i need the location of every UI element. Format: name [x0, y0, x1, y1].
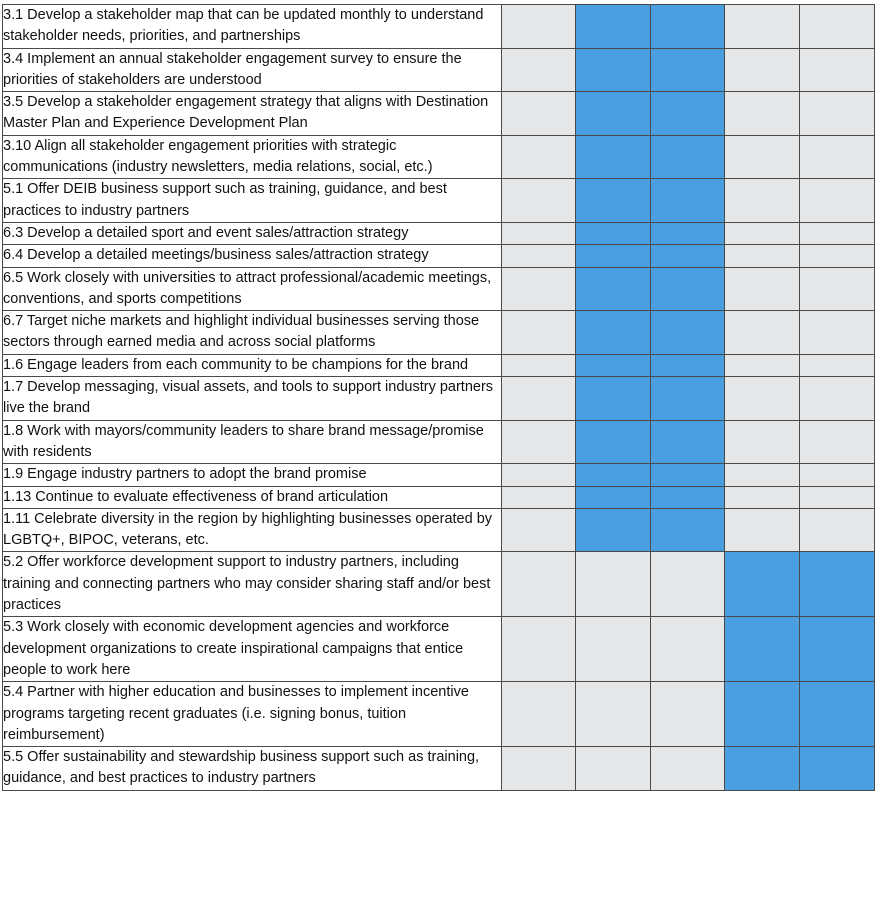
- empty-cell: [576, 682, 651, 747]
- marked-cell: [651, 311, 725, 355]
- table-row: [3, 747, 875, 791]
- marked-cell: [651, 464, 725, 486]
- empty-cell: [502, 377, 576, 421]
- task-description: 6.4 Develop a detailed meetings/business sales/attraction strategy: [3, 245, 502, 267]
- marked-cell: [651, 420, 725, 464]
- table-row: [3, 617, 875, 682]
- empty-cell: [725, 311, 800, 355]
- empty-cell: [502, 486, 576, 508]
- marked-cell: [725, 747, 800, 791]
- marked-cell: [576, 508, 651, 552]
- empty-cell: [725, 179, 800, 223]
- empty-cell: [651, 617, 725, 682]
- marked-cell: [576, 267, 651, 311]
- marked-cell: [576, 179, 651, 223]
- empty-cell: [800, 267, 875, 311]
- task-description: 5.2 Offer workforce development support to industry partners, including training and connecting partners who may consider sharing staff and/or best practices: [3, 552, 502, 617]
- empty-cell: [800, 420, 875, 464]
- empty-cell: [800, 48, 875, 92]
- task-description: 5.3 Work closely with economic development agencies and workforce development organizations to create inspirational campaigns that entice people to work here: [3, 617, 502, 682]
- table-row: [3, 464, 875, 486]
- marked-cell: [651, 222, 725, 244]
- task-description: 6.3 Develop a detailed sport and event sales/attraction strategy: [3, 222, 502, 244]
- marked-cell: [725, 617, 800, 682]
- empty-cell: [502, 552, 576, 617]
- marked-cell: [576, 135, 651, 179]
- empty-cell: [502, 135, 576, 179]
- empty-cell: [502, 354, 576, 376]
- empty-cell: [502, 179, 576, 223]
- marked-cell: [651, 245, 725, 267]
- empty-cell: [651, 747, 725, 791]
- empty-cell: [725, 135, 800, 179]
- empty-cell: [725, 420, 800, 464]
- empty-cell: [800, 508, 875, 552]
- empty-cell: [725, 48, 800, 92]
- task-description: 3.5 Develop a stakeholder engagement strategy that aligns with Destination Master Plan and Experience Development Plan: [3, 92, 502, 136]
- empty-cell: [725, 222, 800, 244]
- empty-cell: [576, 747, 651, 791]
- empty-cell: [800, 486, 875, 508]
- empty-cell: [800, 354, 875, 376]
- empty-cell: [502, 682, 576, 747]
- marked-cell: [651, 5, 725, 49]
- table-row: [3, 48, 875, 92]
- empty-cell: [502, 245, 576, 267]
- marked-cell: [800, 552, 875, 617]
- empty-cell: [651, 682, 725, 747]
- empty-cell: [725, 508, 800, 552]
- marked-cell: [800, 617, 875, 682]
- table-row: [3, 135, 875, 179]
- marked-cell: [651, 179, 725, 223]
- empty-cell: [725, 377, 800, 421]
- empty-cell: [725, 354, 800, 376]
- empty-cell: [800, 92, 875, 136]
- empty-cell: [800, 135, 875, 179]
- empty-cell: [800, 179, 875, 223]
- task-description: 1.11 Celebrate diversity in the region by highlighting businesses operated by LGBTQ+, BIPOC, veterans, etc.: [3, 508, 502, 552]
- marked-cell: [800, 682, 875, 747]
- marked-cell: [576, 5, 651, 49]
- empty-cell: [576, 552, 651, 617]
- marked-cell: [576, 354, 651, 376]
- task-description: 1.6 Engage leaders from each community to be champions for the brand: [3, 354, 502, 376]
- marked-cell: [651, 486, 725, 508]
- empty-cell: [502, 267, 576, 311]
- empty-cell: [502, 222, 576, 244]
- task-description: 5.5 Offer sustainability and stewardship business support such as training, guidance, and best practices to industry partners: [3, 747, 502, 791]
- table-row: [3, 552, 875, 617]
- empty-cell: [651, 552, 725, 617]
- marked-cell: [576, 311, 651, 355]
- marked-cell: [651, 354, 725, 376]
- matrix-body: [3, 5, 875, 791]
- marked-cell: [725, 682, 800, 747]
- table-row: [3, 682, 875, 747]
- table-row: [3, 92, 875, 136]
- task-description: 3.4 Implement an annual stakeholder engagement survey to ensure the priorities of stakeholders are understood: [3, 48, 502, 92]
- task-description: 5.1 Offer DEIB business support such as training, guidance, and best practices to industry partners: [3, 179, 502, 223]
- marked-cell: [651, 92, 725, 136]
- empty-cell: [725, 245, 800, 267]
- marked-cell: [651, 267, 725, 311]
- strategy-matrix-table: [2, 4, 875, 791]
- empty-cell: [502, 5, 576, 49]
- empty-cell: [502, 92, 576, 136]
- marked-cell: [576, 486, 651, 508]
- marked-cell: [725, 552, 800, 617]
- table-row: [3, 486, 875, 508]
- marked-cell: [576, 420, 651, 464]
- task-description: 1.7 Develop messaging, visual assets, and tools to support industry partners live the brand: [3, 377, 502, 421]
- task-description: 1.9 Engage industry partners to adopt the brand promise: [3, 464, 502, 486]
- marked-cell: [576, 48, 651, 92]
- marked-cell: [576, 464, 651, 486]
- empty-cell: [502, 617, 576, 682]
- task-description: 3.10 Align all stakeholder engagement priorities with strategic communications (industry newsletters, media relations, social, etc.): [3, 135, 502, 179]
- table-row: [3, 222, 875, 244]
- table-row: [3, 5, 875, 49]
- empty-cell: [725, 464, 800, 486]
- empty-cell: [800, 245, 875, 267]
- marked-cell: [651, 508, 725, 552]
- task-description: 1.13 Continue to evaluate effectiveness of brand articulation: [3, 486, 502, 508]
- marked-cell: [576, 245, 651, 267]
- table-row: [3, 377, 875, 421]
- empty-cell: [725, 267, 800, 311]
- task-description: 1.8 Work with mayors/community leaders to share brand message/promise with residents: [3, 420, 502, 464]
- task-description: 6.5 Work closely with universities to attract professional/academic meetings, conventions, and sports competitions: [3, 267, 502, 311]
- table-row: [3, 354, 875, 376]
- marked-cell: [576, 222, 651, 244]
- empty-cell: [800, 5, 875, 49]
- table-row: [3, 508, 875, 552]
- empty-cell: [502, 311, 576, 355]
- empty-cell: [800, 311, 875, 355]
- empty-cell: [725, 5, 800, 49]
- empty-cell: [502, 420, 576, 464]
- marked-cell: [576, 92, 651, 136]
- empty-cell: [502, 48, 576, 92]
- empty-cell: [800, 377, 875, 421]
- marked-cell: [651, 48, 725, 92]
- table-row: [3, 420, 875, 464]
- empty-cell: [576, 617, 651, 682]
- empty-cell: [800, 464, 875, 486]
- table-row: [3, 311, 875, 355]
- table-row: [3, 179, 875, 223]
- task-description: 5.4 Partner with higher education and businesses to implement incentive programs targeting recent graduates (i.e. signing bonus, tuition reimbursement): [3, 682, 502, 747]
- task-description: 6.7 Target niche markets and highlight individual businesses serving those sectors through earned media and across social platforms: [3, 311, 502, 355]
- marked-cell: [576, 377, 651, 421]
- empty-cell: [725, 92, 800, 136]
- marked-cell: [651, 135, 725, 179]
- marked-cell: [651, 377, 725, 421]
- marked-cell: [800, 747, 875, 791]
- empty-cell: [800, 222, 875, 244]
- task-description: 3.1 Develop a stakeholder map that can be updated monthly to understand stakeholder needs, priorities, and partnerships: [3, 5, 502, 49]
- empty-cell: [725, 486, 800, 508]
- empty-cell: [502, 464, 576, 486]
- empty-cell: [502, 747, 576, 791]
- table-row: [3, 245, 875, 267]
- table-row: [3, 267, 875, 311]
- empty-cell: [502, 508, 576, 552]
